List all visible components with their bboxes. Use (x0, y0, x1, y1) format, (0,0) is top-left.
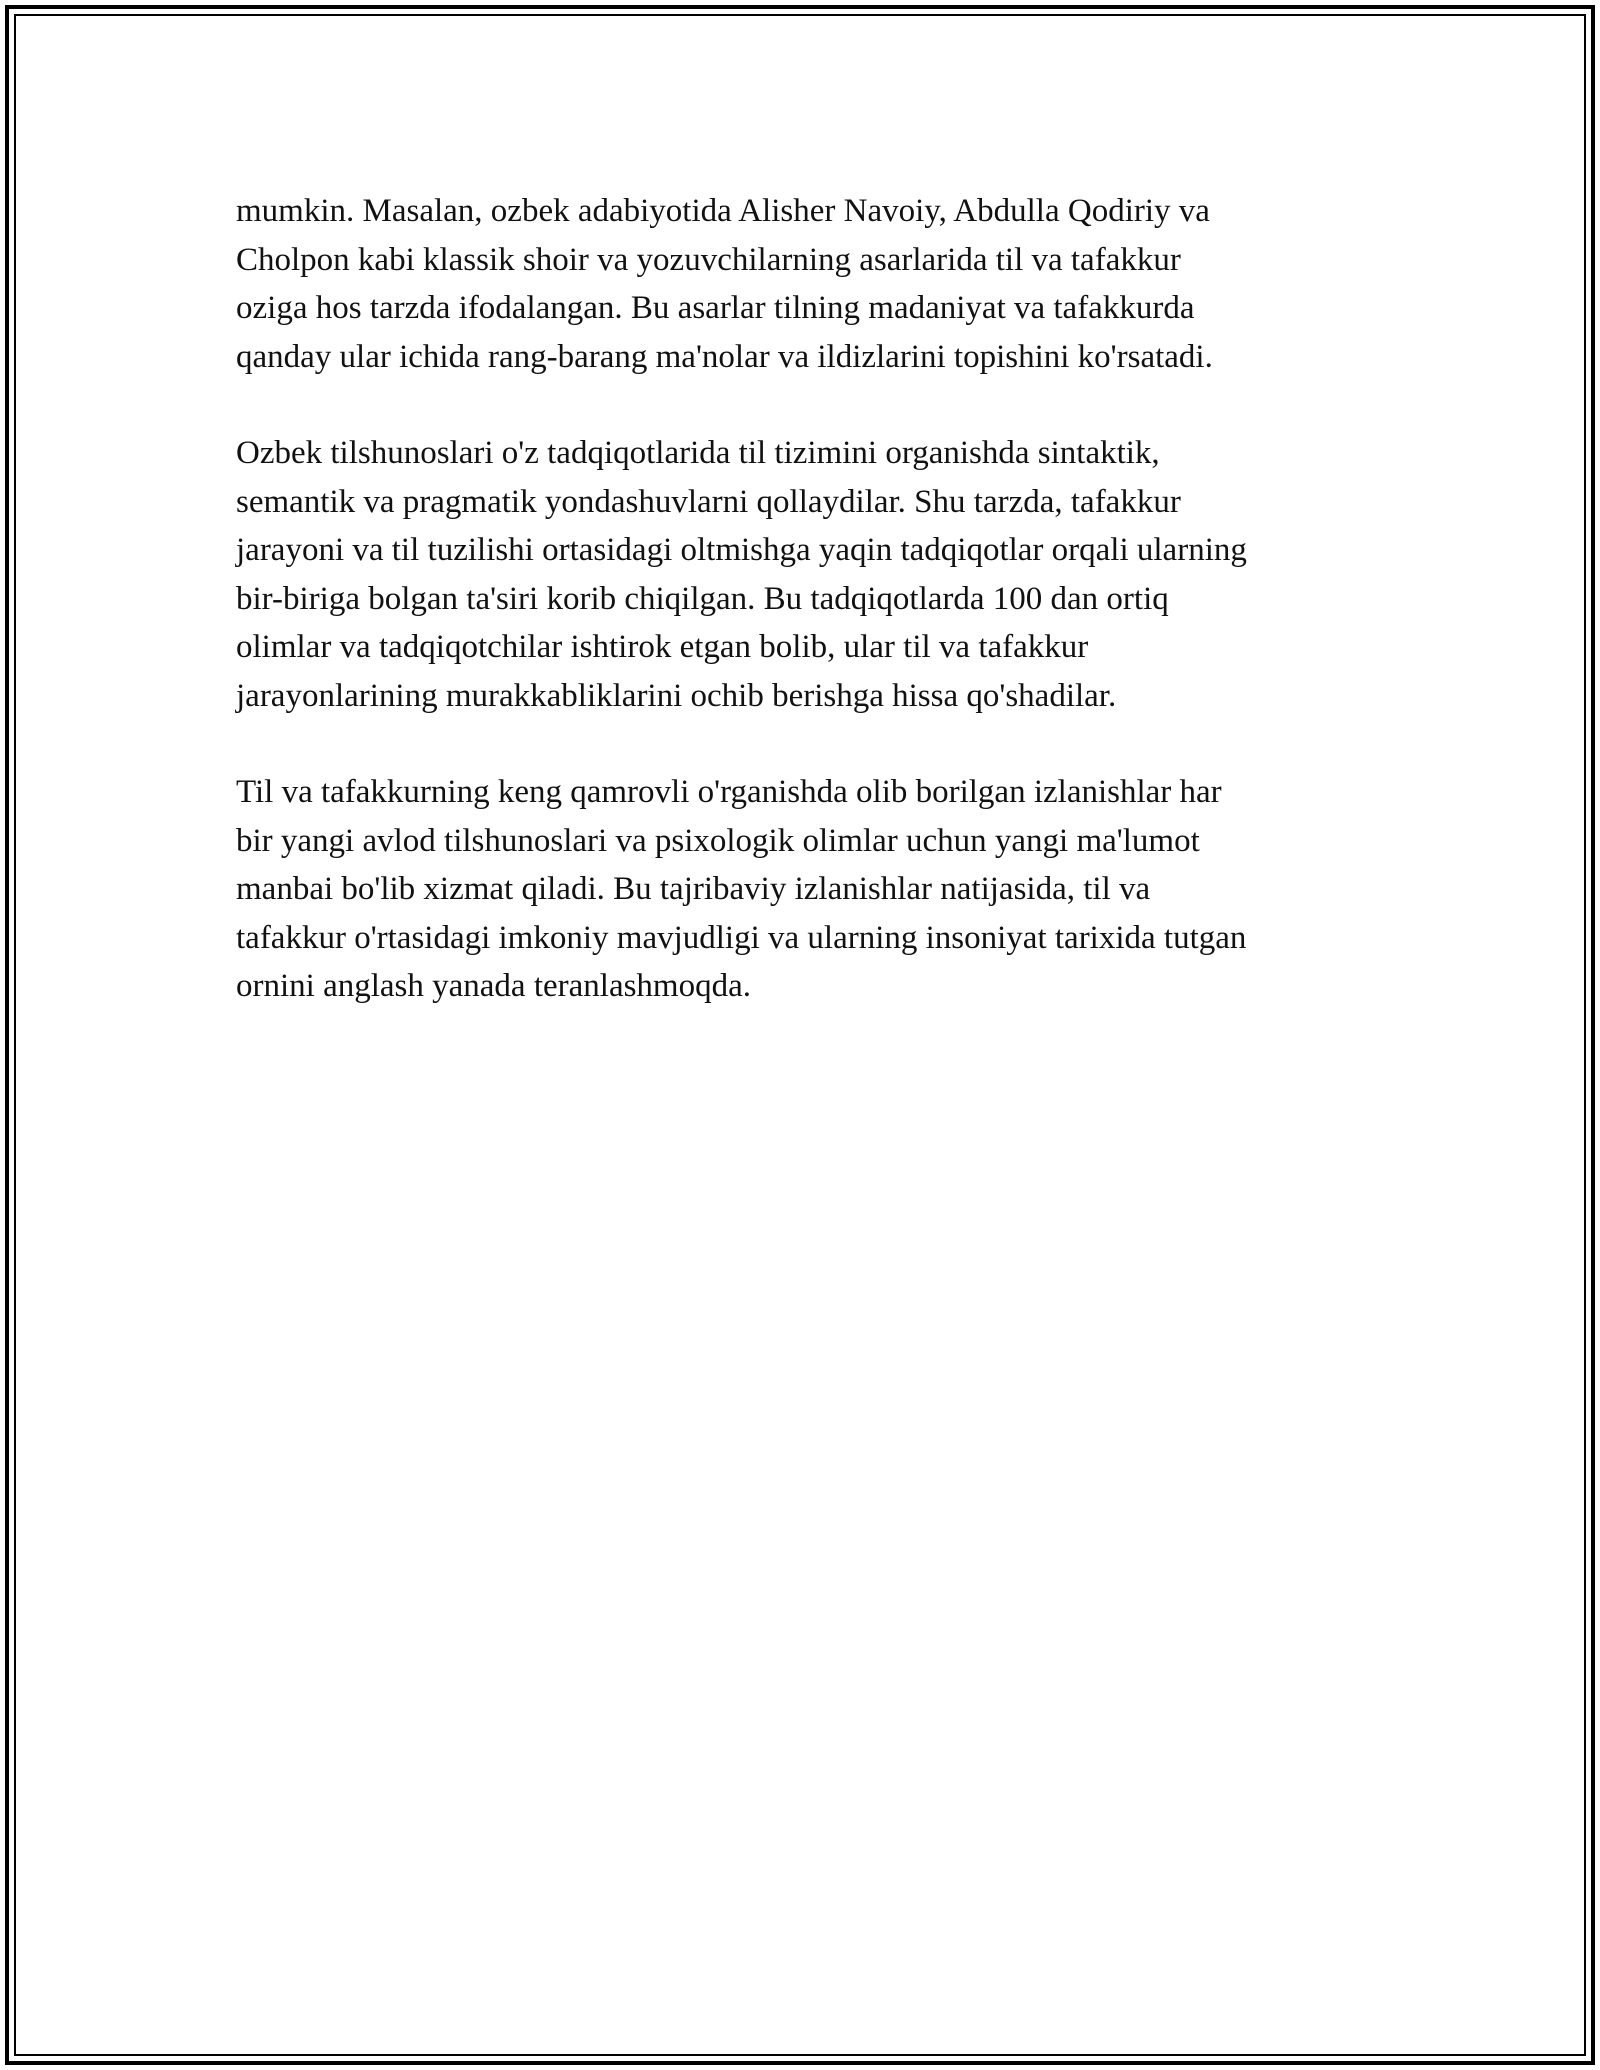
text-line: oziga hos tarzda ifodalangan. Bu asarlar tilning madaniyat va tafakkurda (236, 290, 1195, 326)
text-line: tafakkur o'rtasidagi imkoniy mavjudligi va ularning insoniyat tarixida tutgan (236, 919, 1247, 956)
text-line: olimlar va tadqiqotchilar ishtirok etgan bolib, ular til va tafakkur (236, 629, 1089, 665)
text-line: mumkin. Masalan, ozbek adabiyotida Alisher Navoiy, Abdulla Qodiriy va (236, 193, 1210, 229)
document-body (236, 187, 1376, 1059)
text-line: manbai bo'lib xizmat qiladi. Bu tajribaviy izlanishlar natijasida, til va (236, 871, 1151, 907)
paragraph-1 (236, 187, 1376, 381)
text-line: ornini anglash yanada teranlashmoqda. (236, 968, 751, 1004)
paragraph-2 (236, 429, 1376, 720)
text-line: semantik va pragmatik yondashuvlarni qollaydilar. Shu tarzda, tafakkur (236, 483, 1181, 520)
text-line: jarayoni va til tuzilishi ortasidagi oltmishga yaqin tadqiqotlar orqali ularning (236, 532, 1247, 568)
paragraph-3 (236, 768, 1376, 1011)
text-line: jarayonlarining murakkabliklarini ochib berishga hissa qo'shadilar. (236, 677, 1117, 714)
text-line: bir-biriga bolgan ta'siri korib chiqilgan. Bu tadqiqotlarda 100 dan ortiq (236, 580, 1169, 617)
text-line: Ozbek tilshunoslari o'z tadqiqotlarida til tizimini organishda sintaktik, (236, 435, 1160, 471)
text-line: Til va tafakkurning keng qamrovli o'rganishda olib borilgan izlanishlar har (236, 774, 1222, 810)
text-line: bir yangi avlod tilshunoslari va psixologik olimlar uchun yangi ma'lumot (236, 822, 1200, 859)
text-line: Cholpon kabi klassik shoir va yozuvchilarning asarlarida til va tafakkur (236, 241, 1181, 278)
text-line: qanday ular ichida rang-barang ma'nolar va ildizlarini topishini ko'rsatadi. (236, 338, 1213, 375)
